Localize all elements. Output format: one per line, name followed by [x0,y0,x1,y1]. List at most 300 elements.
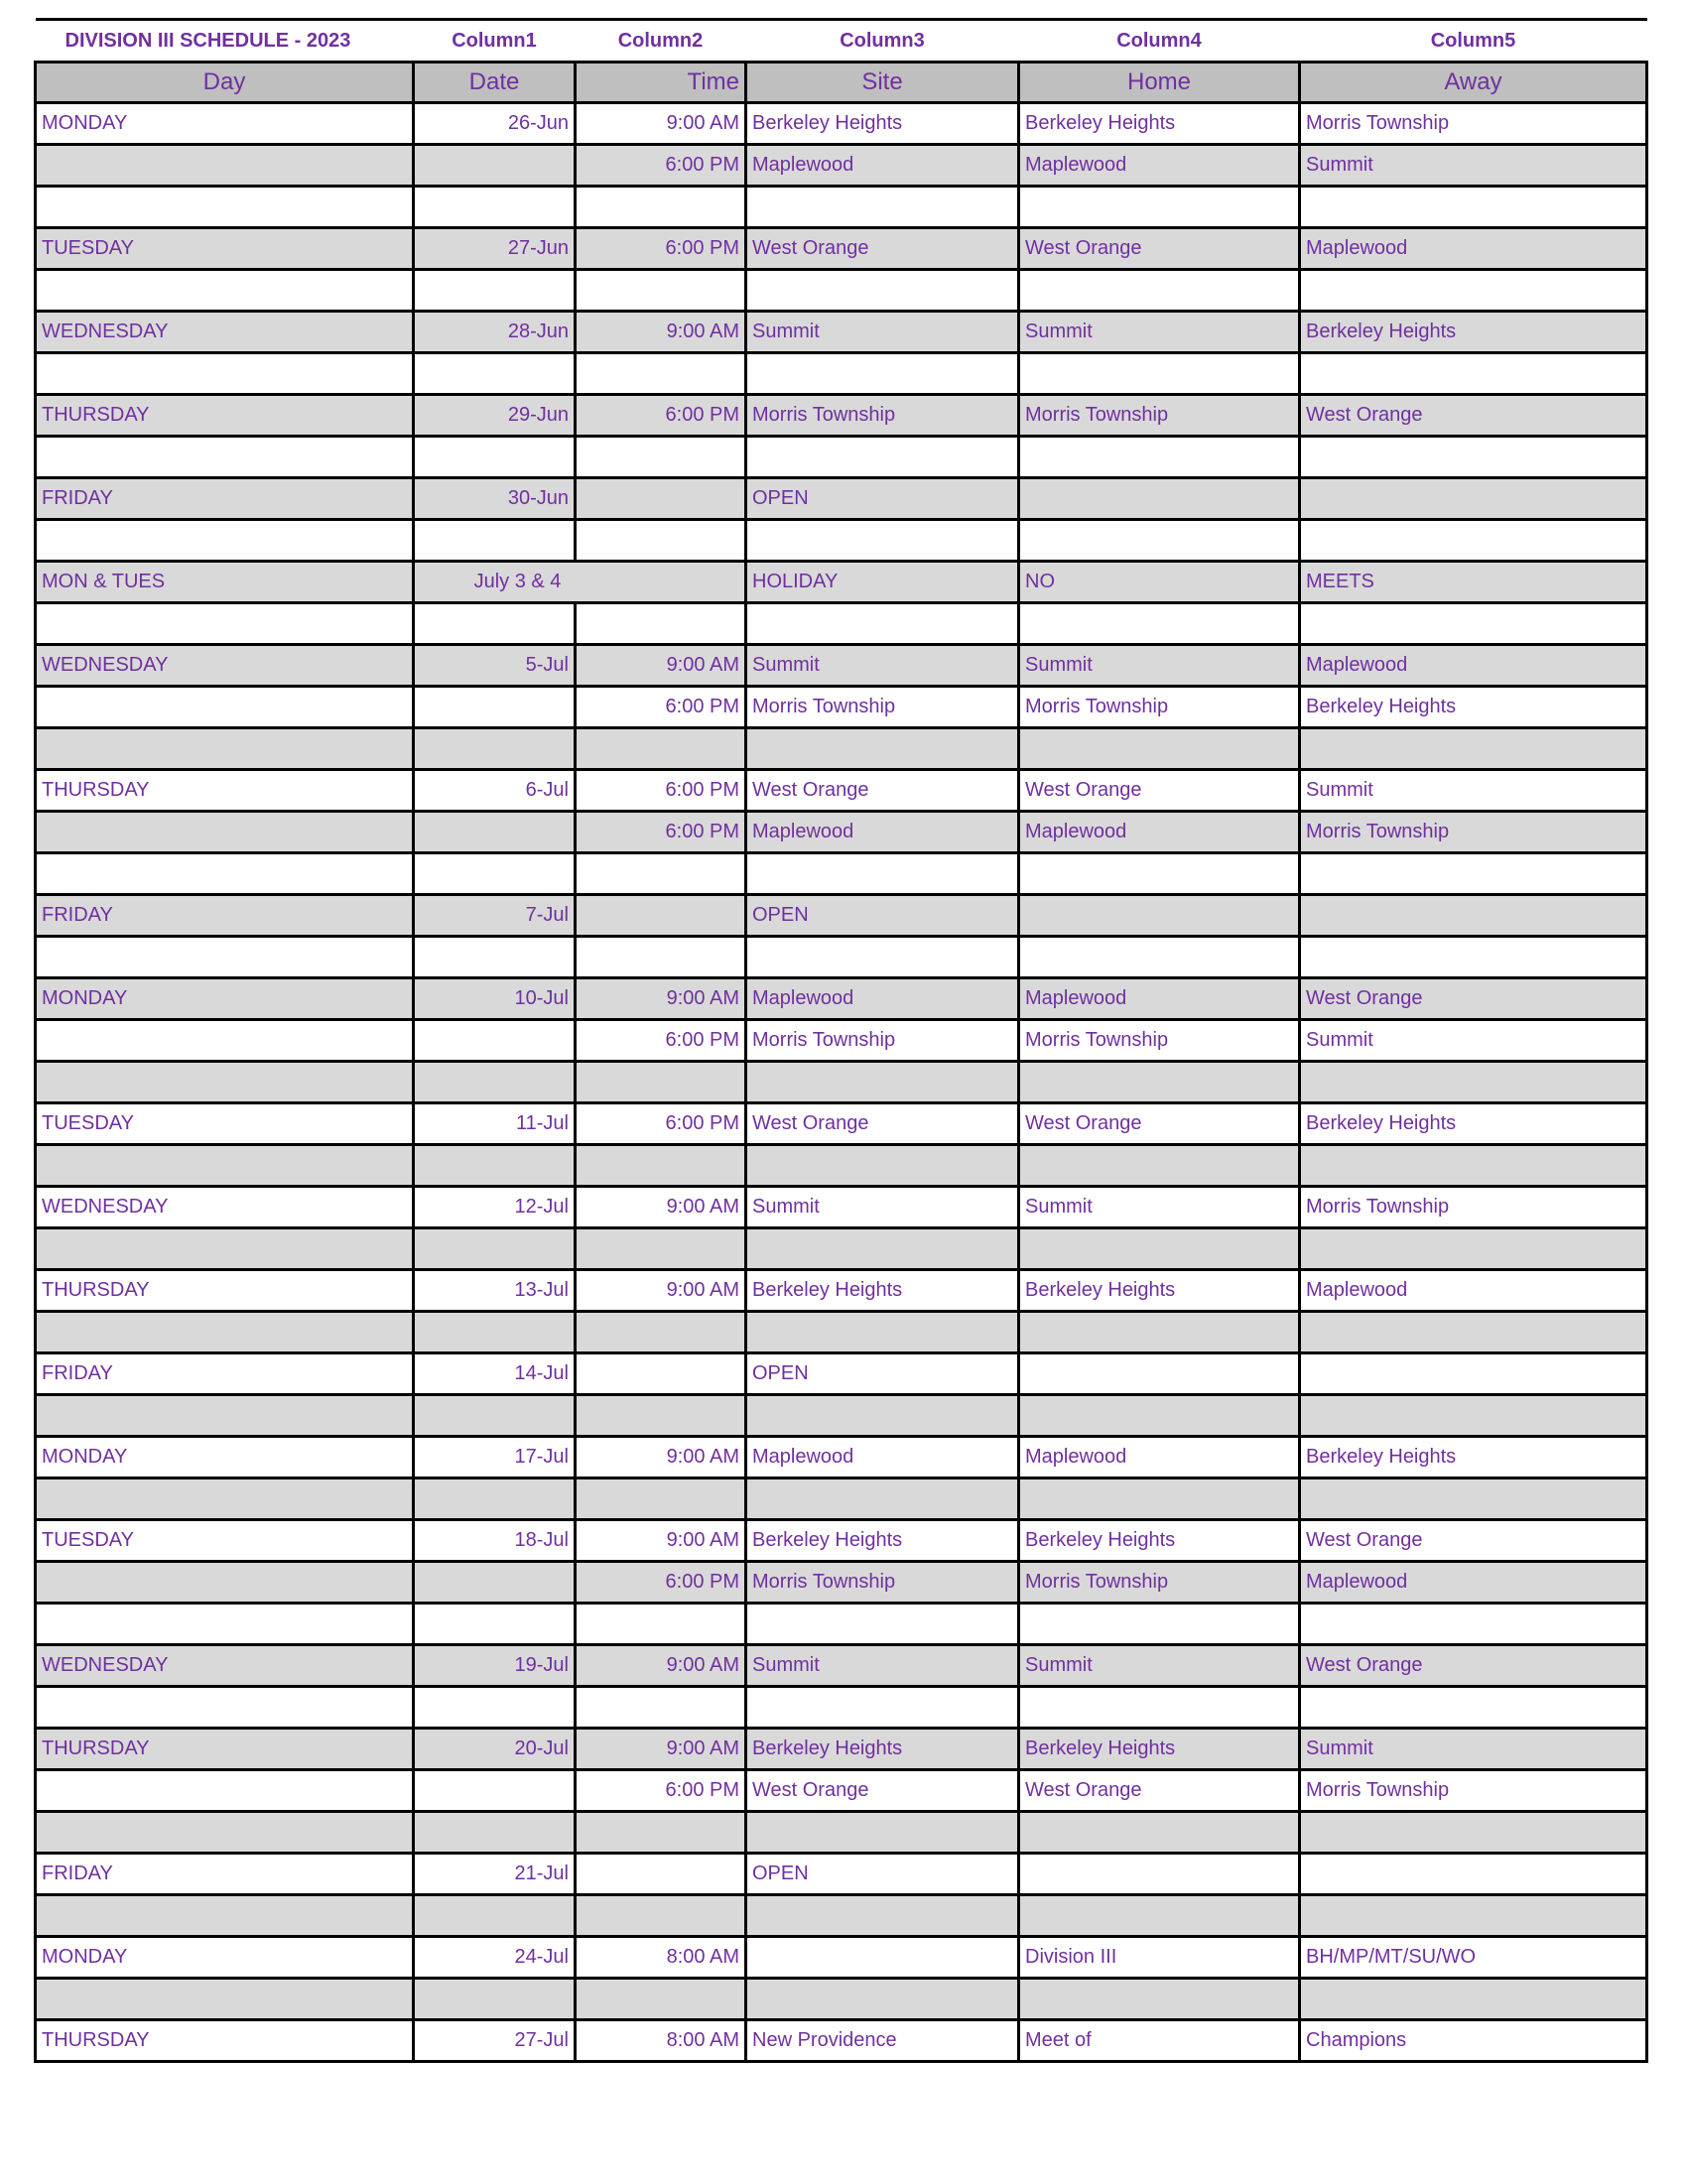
cell-day: THURSDAY [36,770,414,812]
cell-date: July 3 & 4 [414,562,746,603]
header-date: Date [414,63,576,103]
cell-time: 9:00 AM [576,312,746,353]
column3-label: Column3 [746,20,1019,63]
cell-time: 6:00 PM [576,395,746,437]
cell-home [1019,1478,1300,1520]
cell-home: Morris Township [1019,1562,1300,1604]
table-row [36,1770,1647,1812]
cell-away [1300,270,1647,312]
cell-site [746,937,1019,978]
cell-day: WEDNESDAY [36,312,414,353]
cell-day: FRIDAY [36,478,414,520]
table-row [36,228,1647,270]
cell-date: 29-Jun [414,395,576,437]
table-row [36,1812,1647,1854]
cell-home [1019,1979,1300,2020]
cell-home [1019,1062,1300,1103]
cell-day [36,687,414,728]
cell-site: Maplewood [746,978,1019,1020]
cell-site: Maplewood [746,812,1019,853]
cell-time [576,1395,746,1437]
cell-date [414,520,576,562]
cell-site: Berkeley Heights [746,103,1019,145]
cell-home [1019,1854,1300,1895]
cell-site: West Orange [746,770,1019,812]
table-row [36,1895,1647,1937]
cell-day [36,1770,414,1812]
table-row [36,1228,1647,1270]
cell-away [1300,437,1647,478]
cell-day [36,1604,414,1645]
cell-time [576,603,746,645]
table-row [36,353,1647,395]
cell-site: West Orange [746,228,1019,270]
cell-date [414,1228,576,1270]
cell-home: Berkeley Heights [1019,1729,1300,1770]
cell-away: Champions [1300,2020,1647,2062]
column1-label: Column1 [414,20,576,63]
cell-day [36,1145,414,1187]
cell-date [414,1770,576,1812]
cell-away: BH/MP/MT/SU/WO [1300,1937,1647,1979]
cell-date: 20-Jul [414,1729,576,1770]
cell-time [576,937,746,978]
cell-day: WEDNESDAY [36,1645,414,1687]
cell-date: 18-Jul [414,1520,576,1562]
table-row [36,1854,1647,1895]
cell-home [1019,603,1300,645]
cell-day: WEDNESDAY [36,1187,414,1228]
cell-time [576,1062,746,1103]
cell-away [1300,937,1647,978]
cell-day [36,1478,414,1520]
column5-label: Column5 [1300,20,1647,63]
cell-away [1300,895,1647,937]
cell-home [1019,437,1300,478]
cell-date: 30-Jun [414,478,576,520]
cell-day [36,1562,414,1604]
cell-day: THURSDAY [36,1729,414,1770]
table-row [36,437,1647,478]
cell-time: 6:00 PM [576,1770,746,1812]
cell-time [576,895,746,937]
cell-time [576,1812,746,1854]
cell-time: 9:00 AM [576,103,746,145]
cell-date: 7-Jul [414,895,576,937]
cell-site [746,270,1019,312]
cell-day [36,145,414,187]
cell-site: OPEN [746,1854,1019,1895]
cell-date: 26-Jun [414,103,576,145]
cell-day [36,812,414,853]
cell-time [576,1687,746,1729]
cell-away [1300,1812,1647,1854]
cell-time [576,1979,746,2020]
cell-away: Berkeley Heights [1300,1103,1647,1145]
cell-date [414,437,576,478]
cell-home: Maplewood [1019,978,1300,1020]
table-row [36,895,1647,937]
cell-home: Division III [1019,1937,1300,1979]
cell-home: West Orange [1019,1103,1300,1145]
cell-day [36,728,414,770]
cell-time: 8:00 AM [576,2020,746,2062]
cell-time [576,1145,746,1187]
cell-home: Morris Township [1019,1020,1300,1062]
table-row [36,1020,1647,1062]
cell-time: 9:00 AM [576,1645,746,1687]
cell-away [1300,728,1647,770]
table-row [36,1645,1647,1687]
cell-date [414,187,576,228]
cell-time [576,353,746,395]
cell-date [414,270,576,312]
cell-date: 5-Jul [414,645,576,687]
cell-site: OPEN [746,1353,1019,1395]
cell-site: Summit [746,1645,1019,1687]
cell-home: Berkeley Heights [1019,1270,1300,1312]
table-row [36,1353,1647,1395]
table-row [36,853,1647,895]
cell-site [746,1228,1019,1270]
cell-date [414,1895,576,1937]
cell-away: Berkeley Heights [1300,687,1647,728]
cell-day: THURSDAY [36,2020,414,2062]
table-row [36,1103,1647,1145]
cell-away: MEETS [1300,562,1647,603]
cell-date [414,1020,576,1062]
cell-day: THURSDAY [36,1270,414,1312]
cell-day: FRIDAY [36,895,414,937]
cell-away: Morris Township [1300,1187,1647,1228]
table-row [36,1395,1647,1437]
cell-site: West Orange [746,1770,1019,1812]
cell-away [1300,603,1647,645]
cell-away: Berkeley Heights [1300,1437,1647,1478]
table-row [36,1312,1647,1353]
cell-home: Morris Township [1019,687,1300,728]
cell-time [576,437,746,478]
table-row [36,1729,1647,1770]
cell-site: West Orange [746,1103,1019,1145]
cell-date [414,353,576,395]
cell-date [414,1687,576,1729]
cell-time: 6:00 PM [576,812,746,853]
cell-home [1019,728,1300,770]
cell-day: TUESDAY [36,1520,414,1562]
cell-day: FRIDAY [36,1353,414,1395]
cell-away: Maplewood [1300,1562,1647,1604]
cell-date [414,1979,576,2020]
cell-site: Summit [746,312,1019,353]
cell-date: 13-Jul [414,1270,576,1312]
cell-home [1019,520,1300,562]
cell-site [746,353,1019,395]
cell-date [414,687,576,728]
cell-day [36,937,414,978]
cell-date [414,937,576,978]
cell-time [576,728,746,770]
cell-site [746,1062,1019,1103]
cell-date: 11-Jul [414,1103,576,1145]
schedule-title: DIVISION III SCHEDULE - 2023 [36,20,414,63]
cell-time: 9:00 AM [576,645,746,687]
cell-day [36,1395,414,1437]
header-site: Site [746,63,1019,103]
cell-time [576,187,746,228]
cell-day [36,520,414,562]
cell-date: 27-Jun [414,228,576,270]
cell-date [414,812,576,853]
schedule-sheet [34,18,1645,2063]
header-time: Time [576,63,746,103]
cell-day [36,1312,414,1353]
cell-site [746,1604,1019,1645]
cell-away [1300,1228,1647,1270]
cell-time [576,270,746,312]
cell-away [1300,1604,1647,1645]
cell-home [1019,1145,1300,1187]
table-row [36,1937,1647,1979]
cell-away: Morris Township [1300,1770,1647,1812]
cell-time: 6:00 PM [576,1020,746,1062]
cell-date: 17-Jul [414,1437,576,1478]
cell-day [36,1228,414,1270]
cell-day [36,437,414,478]
cell-away [1300,1979,1647,2020]
header-day: Day [36,63,414,103]
cell-time: 9:00 AM [576,1520,746,1562]
cell-time: 6:00 PM [576,1562,746,1604]
cell-away [1300,1395,1647,1437]
cell-home: Berkeley Heights [1019,1520,1300,1562]
cell-home [1019,270,1300,312]
cell-site [746,437,1019,478]
cell-time [576,1895,746,1937]
cell-site: Morris Township [746,395,1019,437]
table-row [36,1687,1647,1729]
cell-time [576,1478,746,1520]
cell-home [1019,478,1300,520]
table-row [36,687,1647,728]
cell-site: HOLIDAY [746,562,1019,603]
cell-time: 6:00 PM [576,1103,746,1145]
cell-site: Maplewood [746,1437,1019,1478]
cell-time [576,1228,746,1270]
table-row [36,562,1647,603]
cell-away: Maplewood [1300,228,1647,270]
cell-home [1019,1812,1300,1854]
cell-time [576,1353,746,1395]
cell-site [746,1979,1019,2020]
cell-home [1019,937,1300,978]
cell-home: Maplewood [1019,812,1300,853]
cell-away: Maplewood [1300,1270,1647,1312]
cell-away: Summit [1300,770,1647,812]
table-row [36,1145,1647,1187]
cell-time: 9:00 AM [576,1270,746,1312]
cell-home: Summit [1019,1187,1300,1228]
cell-site [746,1812,1019,1854]
cell-day: TUESDAY [36,228,414,270]
cell-time: 6:00 PM [576,687,746,728]
cell-away [1300,478,1647,520]
cell-site [746,728,1019,770]
cell-date: 21-Jul [414,1854,576,1895]
cell-away [1300,187,1647,228]
cell-site: Berkeley Heights [746,1729,1019,1770]
table-row [36,1437,1647,1478]
cell-home [1019,1895,1300,1937]
header-home: Home [1019,63,1300,103]
cell-day: WEDNESDAY [36,645,414,687]
table-row [36,478,1647,520]
cell-day [36,270,414,312]
cell-site [746,603,1019,645]
cell-home: Berkeley Heights [1019,103,1300,145]
cell-day [36,1687,414,1729]
cell-date [414,1145,576,1187]
cell-date: 28-Jun [414,312,576,353]
cell-home: Summit [1019,1645,1300,1687]
cell-away: Summit [1300,1729,1647,1770]
cell-date: 14-Jul [414,1353,576,1395]
cell-away: Morris Township [1300,103,1647,145]
cell-site: OPEN [746,478,1019,520]
cell-away [1300,353,1647,395]
cell-site: Morris Township [746,687,1019,728]
cell-away: West Orange [1300,1520,1647,1562]
cell-date [414,1478,576,1520]
cell-away: West Orange [1300,978,1647,1020]
table-row [36,1062,1647,1103]
cell-day [36,1020,414,1062]
cell-day: TUESDAY [36,1103,414,1145]
cell-site: Morris Township [746,1562,1019,1604]
table-row [36,312,1647,353]
column2-label: Column2 [576,20,746,63]
table-row [36,937,1647,978]
cell-date: 24-Jul [414,1937,576,1979]
cell-site [746,520,1019,562]
cell-home [1019,1395,1300,1437]
cell-site [746,853,1019,895]
cell-home: Maplewood [1019,1437,1300,1478]
cell-date: 12-Jul [414,1187,576,1228]
cell-day [36,603,414,645]
cell-day [36,1895,414,1937]
cell-site [746,1937,1019,1979]
table-row [36,1270,1647,1312]
cell-day: FRIDAY [36,1854,414,1895]
cell-home: Summit [1019,645,1300,687]
cell-site: New Providence [746,2020,1019,2062]
table-row [36,1187,1647,1228]
table-row [36,1979,1647,2020]
cell-home: Summit [1019,312,1300,353]
cell-date [414,145,576,187]
cell-date [414,1604,576,1645]
cell-time [576,853,746,895]
cell-site: OPEN [746,895,1019,937]
cell-day [36,1812,414,1854]
cell-away: Summit [1300,145,1647,187]
cell-away [1300,1478,1647,1520]
cell-day [36,353,414,395]
cell-home [1019,1353,1300,1395]
cell-site: Summit [746,645,1019,687]
cell-time: 9:00 AM [576,1437,746,1478]
cell-date [414,853,576,895]
table-row [36,520,1647,562]
cell-date: 10-Jul [414,978,576,1020]
schedule-table [34,18,1648,2063]
cell-site: Morris Township [746,1020,1019,1062]
cell-away [1300,1895,1647,1937]
cell-day [36,1979,414,2020]
cell-away [1300,520,1647,562]
cell-date [414,603,576,645]
table-row [36,978,1647,1020]
cell-home [1019,1228,1300,1270]
cell-home [1019,1687,1300,1729]
cell-away: West Orange [1300,1645,1647,1687]
cell-away: Maplewood [1300,645,1647,687]
header-away: Away [1300,63,1647,103]
cell-date [414,1562,576,1604]
cell-site: Berkeley Heights [746,1520,1019,1562]
table-row [36,1478,1647,1520]
cell-home [1019,353,1300,395]
cell-home: Morris Township [1019,395,1300,437]
cell-home [1019,853,1300,895]
cell-home: Maplewood [1019,145,1300,187]
cell-site: Maplewood [746,145,1019,187]
table-row [36,645,1647,687]
cell-site: Berkeley Heights [746,1270,1019,1312]
cell-date [414,1062,576,1103]
table-row [36,1562,1647,1604]
cell-time: 9:00 AM [576,1187,746,1228]
cell-away: West Orange [1300,395,1647,437]
table-row [36,603,1647,645]
cell-time: 6:00 PM [576,228,746,270]
cell-time [576,478,746,520]
cell-home: West Orange [1019,1770,1300,1812]
table-row [36,1520,1647,1562]
cell-away: Berkeley Heights [1300,312,1647,353]
cell-site [746,1687,1019,1729]
cell-site [746,187,1019,228]
cell-home [1019,1312,1300,1353]
cell-away [1300,1062,1647,1103]
cell-away: Summit [1300,1020,1647,1062]
cell-day: MON & TUES [36,562,414,603]
cell-time [576,1854,746,1895]
cell-home [1019,187,1300,228]
cell-away [1300,1145,1647,1187]
cell-day: MONDAY [36,1937,414,1979]
cell-site: Summit [746,1187,1019,1228]
cell-day: MONDAY [36,978,414,1020]
cell-date [414,1312,576,1353]
table-row [36,103,1647,145]
cell-time: 8:00 AM [576,1937,746,1979]
cell-time: 6:00 PM [576,145,746,187]
header-row [36,63,1647,103]
cell-date [414,1812,576,1854]
cell-day: MONDAY [36,103,414,145]
